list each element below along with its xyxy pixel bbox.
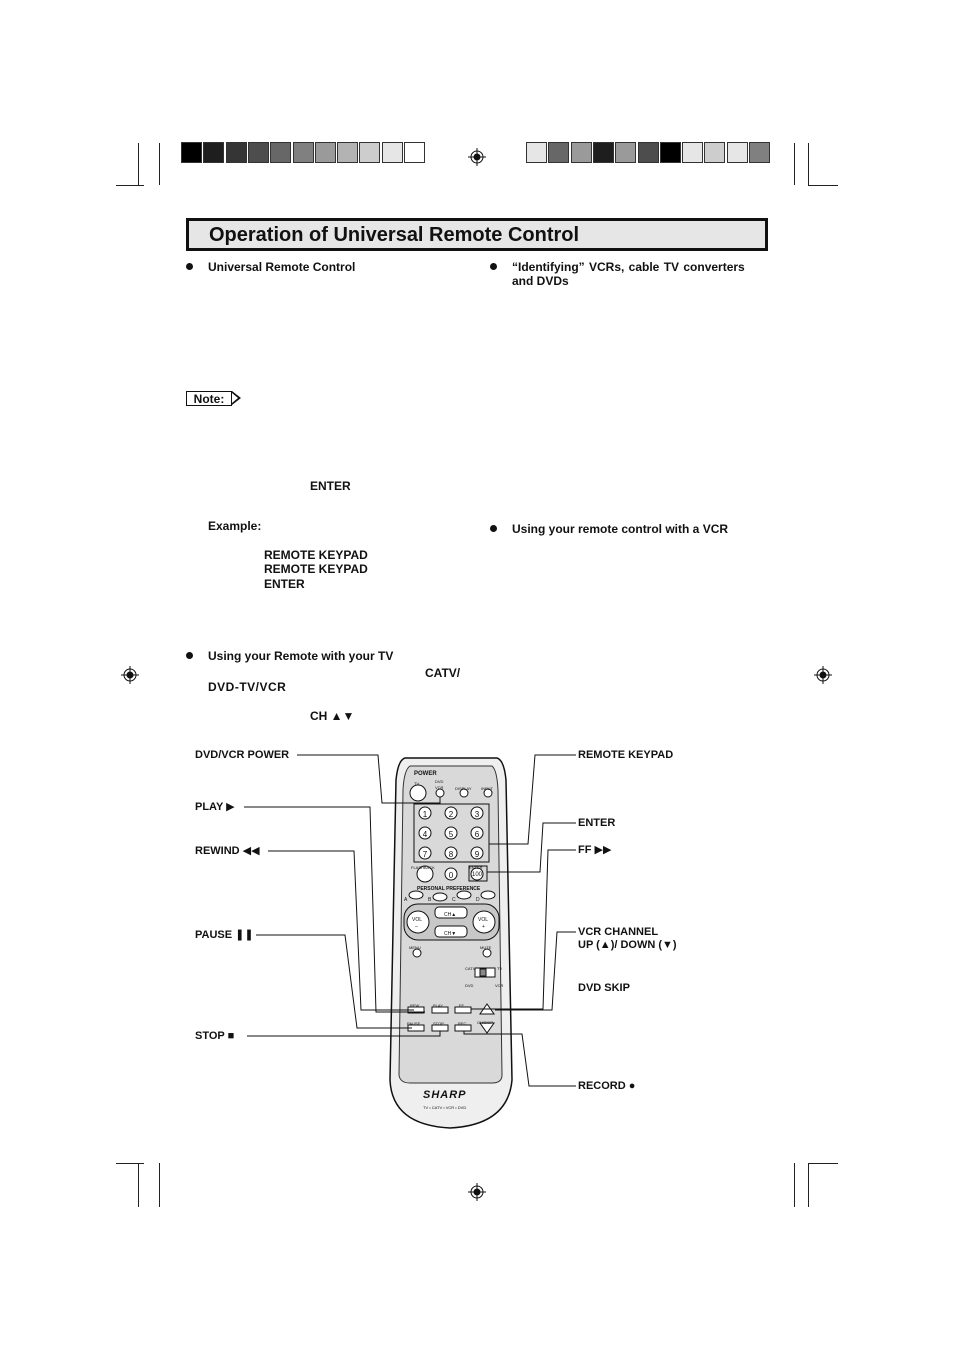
section-identifying: “Identifying” VCRs, cable TV converters and DVDs <box>490 260 770 290</box>
callout-dvd-skip: DVD SKIP <box>578 982 630 994</box>
dvd-tv-vcr-ref: DVD-TV/VCR <box>208 680 287 694</box>
callout-vcr-channel-updown: UP (▲)/ DOWN (▼) <box>578 939 677 951</box>
callout-play: PLAY ▶ <box>195 801 235 813</box>
callout-remote-keypad: REMOTE KEYPAD <box>578 749 674 761</box>
remote-key-label: 100 <box>471 872 482 878</box>
remote-key-label: 5 <box>448 830 454 839</box>
callout-enter: ENTER <box>578 817 616 829</box>
remote-brand-logo: SHARP <box>423 1089 467 1101</box>
note-label: Note: <box>186 391 232 406</box>
keypad-ref-1: REMOTE KEYPAD <box>264 548 368 562</box>
callout-stop: STOP ■ <box>195 1030 235 1042</box>
callout-pause: PAUSE ❚❚ <box>195 929 254 941</box>
keypad-ref-2: REMOTE KEYPAD <box>264 562 368 576</box>
enter-ref-2: ENTER <box>264 577 305 591</box>
remote-key-label: 2 <box>448 810 454 819</box>
callout-dvd-vcr-power: DVD/VCR POWER <box>195 749 290 761</box>
callout-rewind: REWIND ◀◀ <box>195 845 260 857</box>
remote-key-label: 1 <box>422 810 428 819</box>
section-universal-remote: Universal Remote Control <box>186 260 486 276</box>
callout-ff: FF ▶▶ <box>578 844 612 856</box>
catv-ref: CATV/ <box>425 666 461 680</box>
remote-power-label: POWER <box>414 771 437 777</box>
remote-key-label: 3 <box>474 810 480 819</box>
page-title: Operation of Universal Remote Control <box>209 224 580 246</box>
remote-key-label: 9 <box>474 850 480 859</box>
enter-key-ref: ENTER <box>310 479 351 493</box>
example-label: Example: <box>208 519 262 533</box>
section-remote-with-vcr: Using your remote control with a VCR <box>490 522 770 538</box>
callout-record: RECORD ● <box>578 1080 636 1092</box>
remote-key-label: 8 <box>448 850 454 859</box>
callout-vcr-channel: VCR CHANNEL <box>578 926 659 938</box>
remote-key-label: 6 <box>474 830 480 839</box>
remote-key-label: 0 <box>448 871 454 880</box>
remote-key-label: 7 <box>422 850 428 859</box>
ch-ref: CH ▲▼ <box>310 709 355 723</box>
section-remote-with-tv: Using your Remote with your TV <box>186 649 486 665</box>
remote-key-label: 4 <box>422 830 428 839</box>
